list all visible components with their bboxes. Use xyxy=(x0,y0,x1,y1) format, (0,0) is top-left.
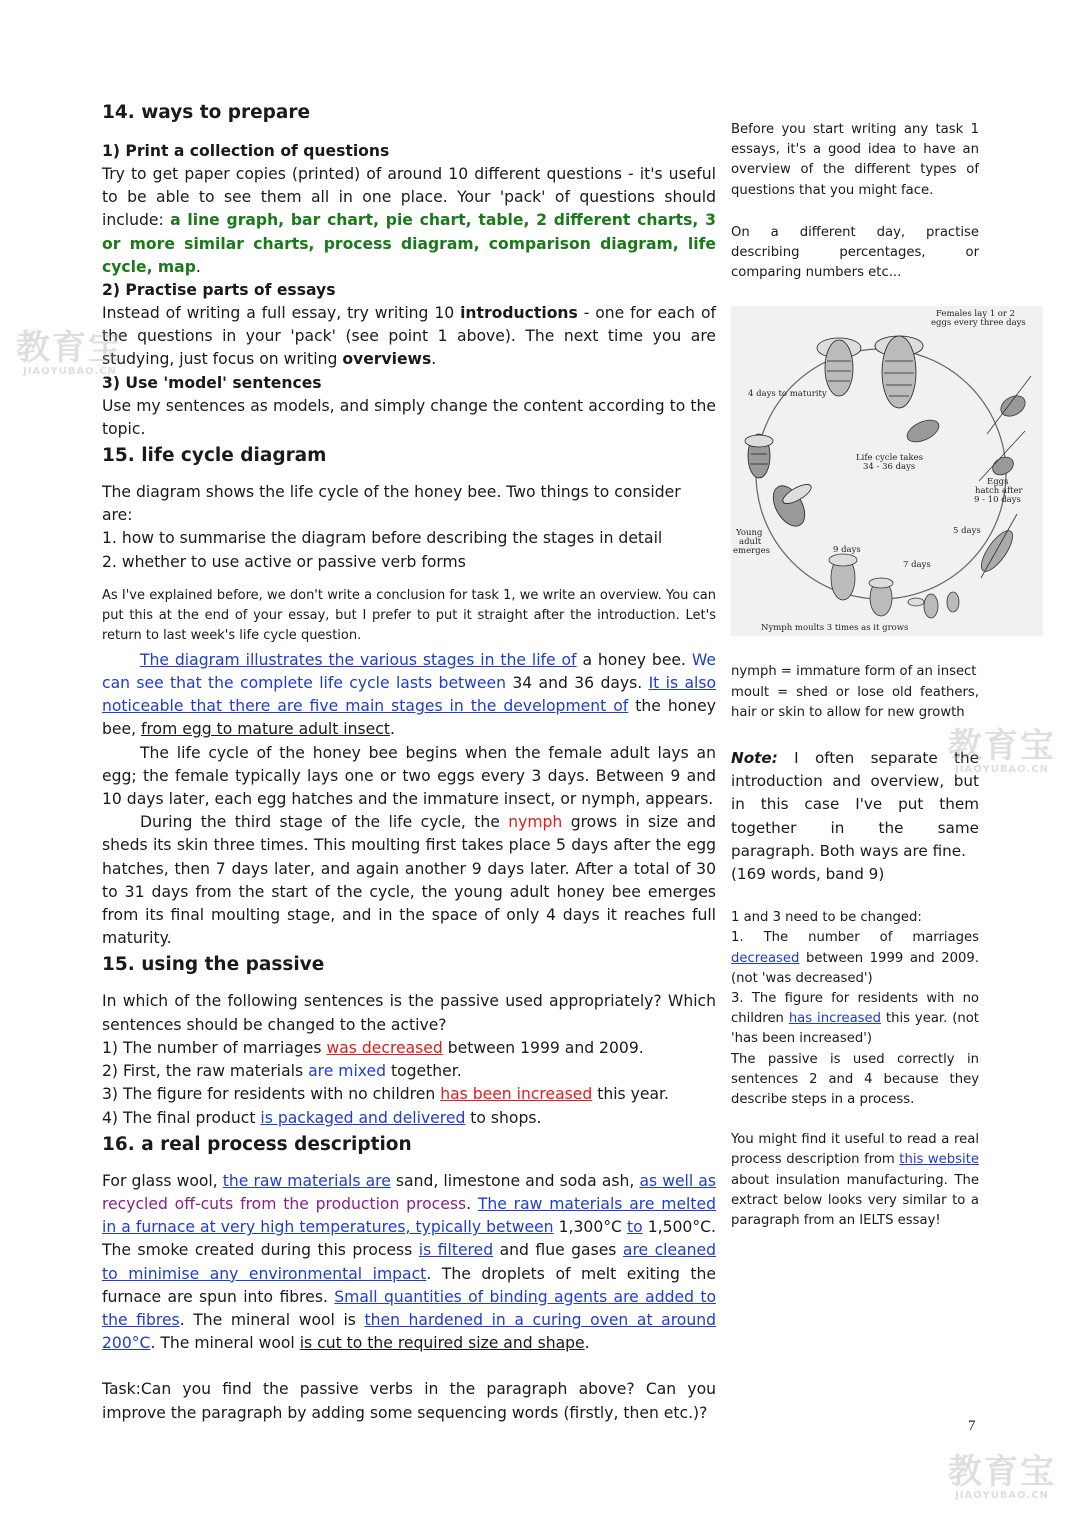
side-note-overview: Note: I often separate the introduction and overview, but in this case I've put them together in the same paragraph. Both ways are fine. xyxy=(731,749,979,860)
answer-link[interactable]: decreased xyxy=(731,950,800,966)
larva-icon xyxy=(976,514,1018,578)
label-9-days: 9 days xyxy=(833,545,861,556)
lifecycle-item-2: 2. whether to use active or passive verb forms xyxy=(102,552,466,571)
passive-intro: In which of the following sentences is the passive used appropriately? Which sentences should be changed to the active? xyxy=(102,992,716,1034)
phrase-link[interactable]: are cleaned to minimise any environmental impact xyxy=(102,1241,716,1283)
essay-paragraph-1: The diagram illustrates the various stages in the life of a honey bee. We can see that the complete life cycle lasts between 34 and 36 days. It is also noticeable that there are five main stages in the development of the honey bee, from egg to mature adult insect. xyxy=(102,650,716,739)
main-column xyxy=(102,100,716,1425)
phrase-link[interactable]: as well as xyxy=(639,1171,716,1190)
phrase-link[interactable]: The diagram illustrates the various stages in the life of xyxy=(140,650,577,669)
point-1-heading: 1) Print a collection of questions xyxy=(102,142,390,160)
side-note-2: On a different day, practise describing percentages, or comparing numbers etc... xyxy=(731,224,979,281)
lifecycle-item-1: 1. how to summarise the diagram before describing the stages in detail xyxy=(102,529,663,548)
label-cycle: Life cycle takes xyxy=(856,453,924,464)
page-number: 7 xyxy=(968,1418,976,1434)
answer-1: 1. The number of marriages decreased between 1999 and 2009. (not 'was decreased') xyxy=(731,930,979,986)
label-females: Females lay 1 or 2 xyxy=(936,309,1016,320)
egg-icon xyxy=(904,376,1031,481)
cycle-circle xyxy=(756,349,1009,599)
label-young-2: adult xyxy=(739,537,762,548)
phrase-link[interactable]: Small quantities of binding agents are added to the fibres xyxy=(102,1287,716,1329)
lifecycle-note: As I've explained before, we don't write a conclusion for task 1, we write an overview. You can put this at the end of your essay, but I prefer to put it straight after the introduction. Let's return to last week's life cycle question. xyxy=(102,587,716,643)
task-text: Task:Can you find the passive verbs in the paragraph above? Can you improve the paragraph by adding some sequencing words (firstly, then etc.)? xyxy=(102,1380,716,1422)
reading-note: You might find it useful to read a real process description from this website about insulation manufacturing. The extract below looks very similar to a paragraph from an IELTS essay! xyxy=(731,1132,979,1229)
adult-bee-icon xyxy=(817,336,923,408)
process-paragraph: For glass wool, the raw materials are sand, limestone and soda ash, as well as recycled off-cuts from the production process. The raw materials are melted in a furnace at very high temperatures, typically between 1,300°C to 1,500°C. The smoke created during this process is filtered and flue gases are cleaned to minimise any environmental impact. The droplets of melt exiting the furnace are spun into fibres. Small quantities of binding agents are added to the fibres. The mineral wool is then hardened in a curing oven at around 200°C. The mineral wool is cut to the required size and shape. xyxy=(102,1171,717,1353)
point-1-text: Try to get paper copies (printed) of around 10 different questions - it's useful to be able to see them all in one place. Your 'pack' of questions should include: a line graph, bar chart, pie chart, table, 2 different charts, 3 or more similar charts, process diagram, comparison diagram, life cycle, map. xyxy=(102,165,716,276)
label-eggs: Eggs xyxy=(987,477,1009,488)
watermark-logo: 教育宝 JIAOYUBAO.CN xyxy=(948,1452,1056,1501)
label-eggs-2: hatch after xyxy=(975,486,1023,497)
section-14-title: 14. ways to prepare xyxy=(102,102,311,123)
label-nymph: Nymph moults 3 times as it grows xyxy=(761,623,909,634)
website-link[interactable]: this website xyxy=(899,1152,979,1168)
answer-intro: 1 and 3 need to be changed: xyxy=(731,910,922,926)
phrase-link[interactable]: The raw materials are melted in a furnace at very high temperatures, typically between xyxy=(102,1194,716,1237)
label-females-2: eggs every three days xyxy=(931,318,1026,329)
label-young-3: emerges xyxy=(733,546,771,557)
section-15-lifecycle-title: 15. life cycle diagram xyxy=(102,445,327,467)
side-note-1: Before you start writing any task 1 essays, it's a good idea to have an overview of the different types of questions that you might face. xyxy=(731,122,979,198)
passive-sentence-3: 3) The figure for residents with no children has been increased this year. xyxy=(102,1085,669,1104)
honey-bee-life-cycle-diagram xyxy=(731,306,1043,636)
point-3-heading: 3) Use 'model' sentences xyxy=(102,373,322,392)
section-16-title: 16. a real process description xyxy=(102,1133,412,1155)
passive-sentence-2: 2) First, the raw materials are mixed together. xyxy=(102,1062,462,1081)
gloss-moult: moult = shed or lose old feathers, hair or skin to allow for new growth xyxy=(731,684,979,720)
word-count: (169 words, band 9) xyxy=(731,865,885,884)
label-maturity: 4 days to maturity xyxy=(748,389,827,400)
passive-sentence-4: 4) The final product is packaged and delivered to shops. xyxy=(102,1108,542,1127)
watermark-logo: 教育宝 JIAOYUBAO.CN xyxy=(16,328,124,377)
watermark-logo: 教育宝 JIAOYUBAO.CN xyxy=(948,726,1056,775)
phrase-link[interactable]: the raw materials are xyxy=(222,1171,391,1190)
essay-paragraph-2: The life cycle of the honey bee begins when the female adult lays an egg; the female typically lays one or two eggs every 3 days. Between 9 and 10 days later, each egg hatches and the immature insect, or nymph, appears. xyxy=(102,743,716,809)
label-5-days: 5 days xyxy=(953,526,981,537)
point-2-heading: 2) Practise parts of essays xyxy=(102,281,336,300)
point-2-text: Instead of writing a full essay, try writing 10 introductions - one for each of the questions in your 'pack' (see point 1 above). The next time you are studying, just focus on writing overviews. xyxy=(102,304,716,369)
passive-sentence-1: 1) The number of marriages was decreased between 1999 and 2009. xyxy=(102,1038,644,1057)
phrase-link[interactable]: is filtered xyxy=(418,1241,494,1260)
answer-3: 3. The figure for residents with no children has increased this year. (not 'has been increased') xyxy=(731,991,979,1047)
phrase-link[interactable]: to xyxy=(627,1218,643,1237)
answer-link[interactable]: has increased xyxy=(788,1011,882,1027)
point-3-text: Use my sentences as models, and simply change the content according to the topic. xyxy=(102,396,716,438)
phrase-link[interactable]: It is also noticeable that there are five main stages in the development of xyxy=(102,674,716,716)
label-eggs-3: 9 - 10 days xyxy=(974,495,1021,506)
gloss-nymph: nymph = immature form of an insect xyxy=(731,664,977,680)
label-young: Young xyxy=(736,528,763,539)
lifecycle-intro: The diagram shows the life cycle of the honey bee. Two things to consider are: xyxy=(102,483,681,525)
label-cycle-2: 34 - 36 days xyxy=(863,462,916,473)
phrase-link[interactable]: then hardened in a curing oven at around 200°C xyxy=(102,1310,716,1353)
section-15-passive-title: 15. using the passive xyxy=(102,954,325,976)
young-adult-bee-icon xyxy=(745,434,814,532)
label-7-days: 7 days xyxy=(903,560,931,571)
essay-paragraph-3: During the third stage of the life cycle, the nymph grows in size and sheds its skin three times. This moulting first takes place 5 days after the egg hatches, then 7 days later, and again another 9 days later. After a total of 30 to 31 days from the start of the cycle, the young adult honey bee emerges from its final moulting stage, and in the space of only 4 days it reaches full maturity. xyxy=(102,813,716,948)
answer-4: The passive is used correctly in sentences 2 and 4 because they describe steps in a process. xyxy=(731,1051,979,1108)
nymph-icon xyxy=(829,554,959,618)
